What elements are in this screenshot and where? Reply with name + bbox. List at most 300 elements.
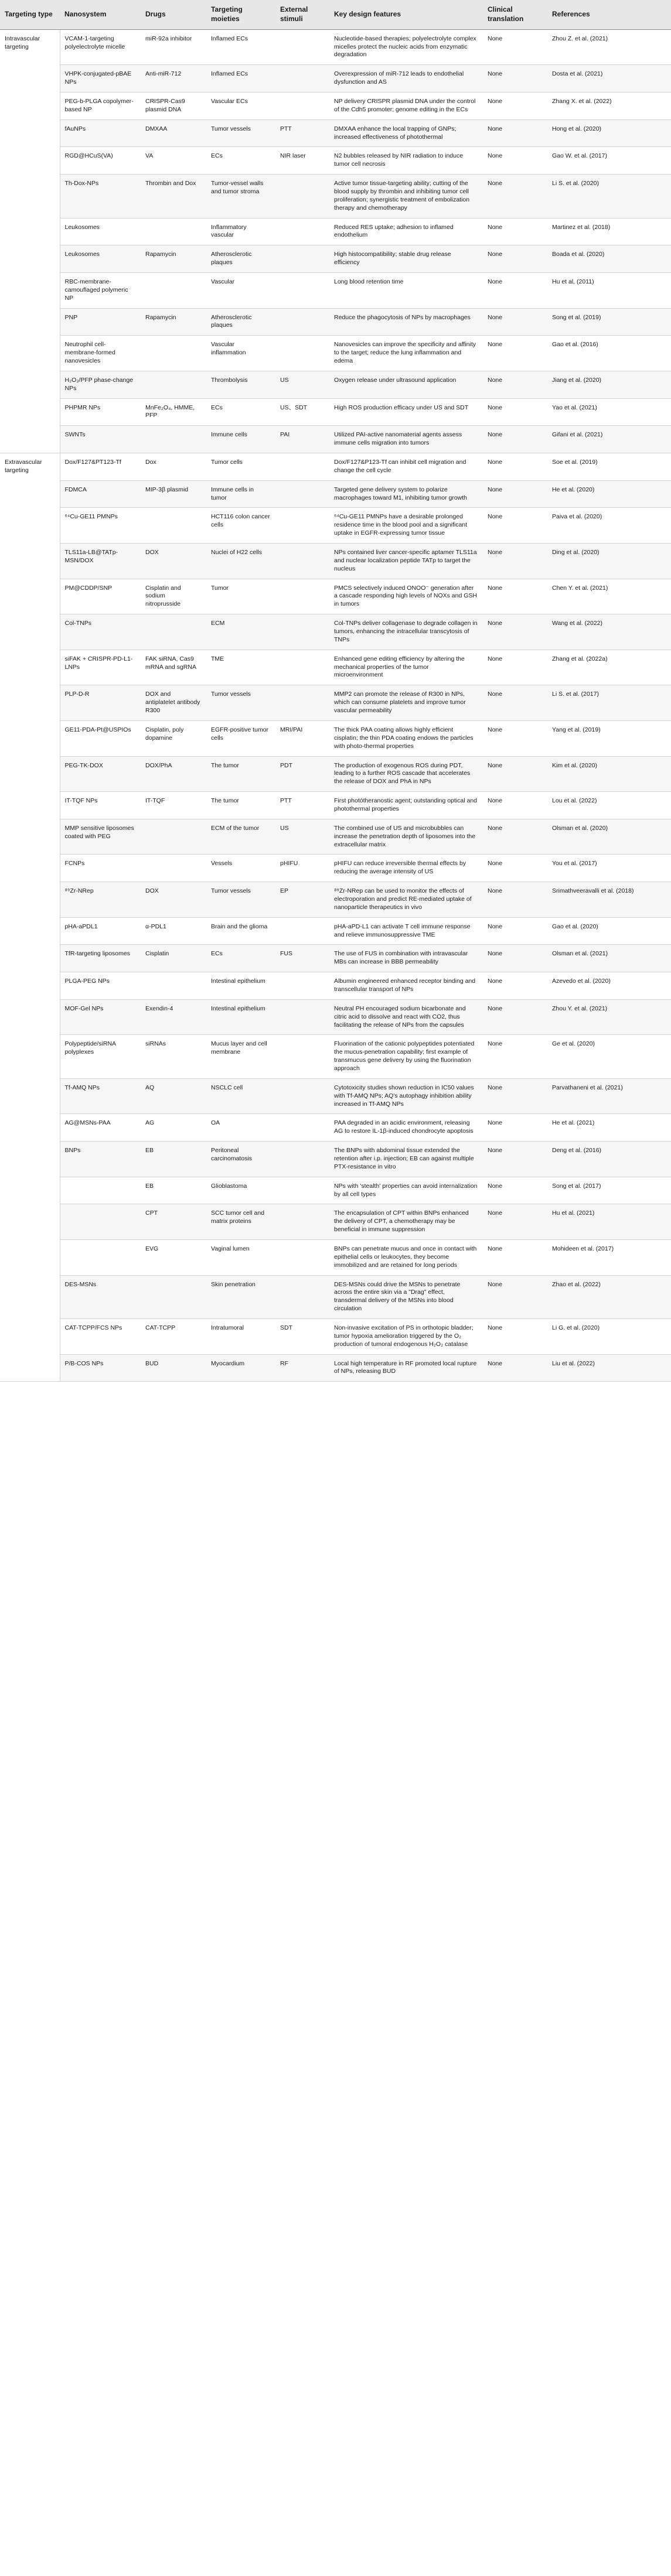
key-design-features-cell: ⁸⁹Zr-NRep can be used to monitor the effects of electroporation and predict RE-mediated uptake of nanoparticle therapeutics in vivo [329, 882, 483, 918]
key-design-features-cell: Enhanced gene editing efficiency by altering the mechanical properties of the tumor microenvironment [329, 650, 483, 685]
reference-cell: Hong et al. (2020) [547, 119, 671, 147]
external-stimuli-cell [275, 1142, 329, 1177]
reference-cell: Deng et al. (2016) [547, 1142, 671, 1177]
targeting-moieties-cell: NSCLC cell [206, 1078, 275, 1114]
nanosystem-cell: DES-MSNs [60, 1275, 141, 1318]
clinical-translation-cell: None [483, 398, 547, 426]
clinical-translation-cell: None [483, 119, 547, 147]
table-row [0, 579, 671, 614]
key-design-features-cell: Active tumor tissue-targeting ability; cutting of the blood supply by thrombin and inhibiting tumor cell proliferation; synergistic treatment of embolization therapy and chemotherapy [329, 175, 483, 218]
key-design-features-cell: Oxygen release under ultrasound application [329, 371, 483, 398]
drugs-cell [141, 508, 206, 544]
drugs-cell: miR-92a inhibitor [141, 29, 206, 65]
reference-cell: Chen Y. et al. (2021) [547, 579, 671, 614]
drugs-cell: siRNAs [141, 1035, 206, 1078]
drugs-cell [141, 336, 206, 371]
clinical-translation-cell: None [483, 999, 547, 1035]
table-row [0, 614, 671, 650]
external-stimuli-cell [275, 544, 329, 579]
external-stimuli-cell [275, 245, 329, 273]
nanosystem-cell: PEG-TK-DOX [60, 756, 141, 792]
reference-cell: Soe et al. (2019) [547, 453, 671, 481]
drugs-cell: DOX and antiplatelet antibody R300 [141, 685, 206, 721]
nanosystem-cell: AG@MSNs-PAA [60, 1114, 141, 1142]
clinical-translation-cell: None [483, 819, 547, 855]
drugs-cell [141, 1275, 206, 1318]
targeting-moieties-cell: Myocardium [206, 1354, 275, 1382]
nanosystem-cell: MMP sensitive liposomes coated with PEG [60, 819, 141, 855]
key-design-features-cell: Reduced RES uptake; adhesion to inflamed endothelium [329, 218, 483, 245]
reference-cell: Yao et al. (2021) [547, 398, 671, 426]
external-stimuli-cell: PDT [275, 756, 329, 792]
clinical-translation-cell: None [483, 544, 547, 579]
table-row [0, 147, 671, 175]
nanosystem-cell: PLP-D-R [60, 685, 141, 721]
clinical-translation-cell: None [483, 1114, 547, 1142]
drugs-cell [141, 855, 206, 882]
nanosystem-cell: GE11-PDA-Pt@USPIOs [60, 720, 141, 756]
drugs-cell: Anti-miR-712 [141, 65, 206, 93]
table-body [0, 29, 671, 1382]
key-design-features-cell: The production of exogenous ROS during PDT, leading to a further ROS cascade that accelerates the release of DOX and PhA in NPs [329, 756, 483, 792]
table-row [0, 819, 671, 855]
key-design-features-cell: High ROS production efficacy under US and SDT [329, 398, 483, 426]
reference-cell: Mohideen et al. (2017) [547, 1240, 671, 1276]
targeting-type-cell: Extravascular targeting [0, 453, 60, 1382]
external-stimuli-cell [275, 480, 329, 508]
key-design-features-cell: NPs with 'stealth' properties can avoid internalization by all cell types [329, 1177, 483, 1204]
reference-cell: Kim et al. (2020) [547, 756, 671, 792]
clinical-translation-cell: None [483, 308, 547, 336]
drugs-cell [141, 272, 206, 308]
key-design-features-cell: Targeted gene delivery system to polarize macrophages toward M1, inhibiting tumor growth [329, 480, 483, 508]
key-design-features-cell: Nanovesicles can improve the specificity and affinity to the target; reduce the lung inflammation and edema [329, 336, 483, 371]
nanosystem-cell: Tf-AMQ NPs [60, 1078, 141, 1114]
clinical-translation-cell: None [483, 371, 547, 398]
reference-cell: Zhang et al. (2022a) [547, 650, 671, 685]
targeting-moieties-cell: Peritoneal carcinomatosis [206, 1142, 275, 1177]
external-stimuli-cell [275, 336, 329, 371]
drugs-cell: Rapamycin [141, 308, 206, 336]
drugs-cell [141, 614, 206, 650]
key-design-features-cell: Local high temperature in RF promoted local rupture of NPs, releasing BUD [329, 1354, 483, 1382]
key-design-features-cell: NPs contained liver cancer-specific aptamer TLS11a and nuclear localization peptide TATp to target the nucleus [329, 544, 483, 579]
drugs-cell: EB [141, 1142, 206, 1177]
nanosystem-cell: RBC-membrane-camouflaged polymeric NP [60, 272, 141, 308]
targeting-moieties-cell: Atherosclerotic plaques [206, 308, 275, 336]
targeting-moieties-cell: Inflamed ECs [206, 29, 275, 65]
reference-cell: Li S. et al. (2020) [547, 175, 671, 218]
clinical-translation-cell: None [483, 945, 547, 972]
clinical-translation-cell: None [483, 147, 547, 175]
key-design-features-cell: pHIFU can reduce irreversible thermal effects by reducing the average intensity of US [329, 855, 483, 882]
clinical-translation-cell: None [483, 508, 547, 544]
nanosystem-cell: TLS11a-LB@TATp-MSN/DOX [60, 544, 141, 579]
drugs-cell: IT-TQF [141, 792, 206, 819]
targeting-moieties-cell: Vascular ECs [206, 92, 275, 119]
reference-cell: Hu et al. (2011) [547, 272, 671, 308]
table-row [0, 245, 671, 273]
reference-cell: Li S. et al. (2017) [547, 685, 671, 721]
external-stimuli-cell [275, 972, 329, 1000]
clinical-translation-cell: None [483, 480, 547, 508]
drugs-cell: DOX [141, 882, 206, 918]
clinical-translation-cell: None [483, 245, 547, 273]
reference-cell: Song et al. (2019) [547, 308, 671, 336]
table-row [0, 29, 671, 65]
clinical-translation-cell: None [483, 917, 547, 945]
clinical-translation-cell: None [483, 1142, 547, 1177]
key-design-features-cell: First photótheranostic agent; outstanding optical and photothermal properties [329, 792, 483, 819]
drugs-cell: CAT-TCPP [141, 1319, 206, 1355]
external-stimuli-cell [275, 1078, 329, 1114]
clinical-translation-cell: None [483, 65, 547, 93]
targeting-moieties-cell: The tumor [206, 792, 275, 819]
external-stimuli-cell: PTT [275, 119, 329, 147]
clinical-translation-cell: None [483, 336, 547, 371]
reference-cell: Gao et al. (2020) [547, 917, 671, 945]
table-row [0, 1354, 671, 1382]
clinical-translation-cell: None [483, 175, 547, 218]
reference-cell: Liu et al. (2022) [547, 1354, 671, 1382]
header-nanosystem: Nanosystem [60, 0, 141, 29]
nanosystem-cell: CAT-TCPP/FCS NPs [60, 1319, 141, 1355]
header-external-stimuli: External stimuli [275, 0, 329, 29]
reference-cell: He et al. (2020) [547, 480, 671, 508]
key-design-features-cell: BNPs can penetrate mucus and once in contact with epithelial cells or leukocytes, they become immobilized and are retained for long periods [329, 1240, 483, 1276]
drugs-cell: EB [141, 1177, 206, 1204]
table-row [0, 1035, 671, 1078]
external-stimuli-cell [275, 1240, 329, 1276]
key-design-features-cell: Overexpression of miR-712 leads to endothelial dysfunction and AS [329, 65, 483, 93]
external-stimuli-cell: PTT [275, 792, 329, 819]
reference-cell: Paiva et al. (2020) [547, 508, 671, 544]
nanosystem-cell: fAuNPs [60, 119, 141, 147]
reference-cell: Gao W. et al. (2017) [547, 147, 671, 175]
key-design-features-cell: ⁶⁴Cu-GE11 PMNPs have a desirable prolonged residence time in the blood pool and a significant uptake in EGFR-expressing tumor tissue [329, 508, 483, 544]
clinical-translation-cell: None [483, 579, 547, 614]
external-stimuli-cell: EP [275, 882, 329, 918]
drugs-cell: BUD [141, 1354, 206, 1382]
key-design-features-cell: pHA-aPD-L1 can activate T cell immune response and relieve immunosuppressive TME [329, 917, 483, 945]
nanosystem-cell: PNP [60, 308, 141, 336]
drugs-cell: Dox [141, 453, 206, 481]
external-stimuli-cell [275, 308, 329, 336]
drugs-cell [141, 972, 206, 1000]
reference-cell: Song et al. (2017) [547, 1177, 671, 1204]
nanosystem-cell: Polypeptide/siRNA polyplexes [60, 1035, 141, 1078]
key-design-features-cell: Albumin engineered enhanced receptor binding and transcellular transport of NPs [329, 972, 483, 1000]
targeting-moieties-cell: ECM of the tumor [206, 819, 275, 855]
table-row [0, 972, 671, 1000]
targeting-moieties-cell: Vascular inflammation [206, 336, 275, 371]
external-stimuli-cell: US [275, 371, 329, 398]
targeting-moieties-cell: Intestinal epithelium [206, 999, 275, 1035]
external-stimuli-cell [275, 1177, 329, 1204]
external-stimuli-cell [275, 1114, 329, 1142]
clinical-translation-cell: None [483, 218, 547, 245]
key-design-features-cell: MMP2 can promote the release of R300 in NPs, which can consume platelets and improve tumor vascular permeability [329, 685, 483, 721]
external-stimuli-cell [275, 685, 329, 721]
clinical-translation-cell: None [483, 720, 547, 756]
clinical-translation-cell: None [483, 685, 547, 721]
key-design-features-cell: DMXAA enhance the local trapping of GNPs; increased effectiveness of photothermal [329, 119, 483, 147]
external-stimuli-cell [275, 1204, 329, 1240]
drugs-cell: Thrombin and Dox [141, 175, 206, 218]
targeting-moieties-cell: Tumor-vessel walls and tumor stroma [206, 175, 275, 218]
table-row [0, 1142, 671, 1177]
nanosystem-cell [60, 1177, 141, 1204]
targeting-moieties-cell: TME [206, 650, 275, 685]
reference-cell: Lou et al. (2022) [547, 792, 671, 819]
reference-cell: Olsman et al. (2020) [547, 819, 671, 855]
nanosystem-cell: FCNPs [60, 855, 141, 882]
nanosystem-cell: VHPK-conjugated-pBAE NPs [60, 65, 141, 93]
external-stimuli-cell [275, 917, 329, 945]
clinical-translation-cell: None [483, 792, 547, 819]
table-row [0, 336, 671, 371]
external-stimuli-cell [275, 65, 329, 93]
table-row [0, 1114, 671, 1142]
reference-cell: Srimathveeravalli et al. (2018) [547, 882, 671, 918]
reference-cell: Hu et al. (2021) [547, 1204, 671, 1240]
external-stimuli-cell [275, 272, 329, 308]
header-row [0, 0, 671, 29]
header-references: References [547, 0, 671, 29]
reference-cell: Martinez et al. (2018) [547, 218, 671, 245]
key-design-features-cell: Col-TNPs deliver collagenase to degrade collagen in tumors, enhancing the intracellular transcytosis of TNPs [329, 614, 483, 650]
targeting-moieties-cell: Tumor vessels [206, 119, 275, 147]
drugs-cell: AQ [141, 1078, 206, 1114]
clinical-translation-cell: None [483, 1177, 547, 1204]
reference-cell: Dosta et al. (2021) [547, 65, 671, 93]
table-row [0, 65, 671, 93]
key-design-features-cell: Non-invasive excitation of PS in orthotopic bladder; tumor hypoxia amelioration triggered by the O₂ production of tumoral endogenous H₂O₂ catalase [329, 1319, 483, 1355]
reference-cell: He et al. (2021) [547, 1114, 671, 1142]
key-design-features-cell: Utilized PAI-active nanomaterial agents assess immune cells migration into tumors [329, 426, 483, 453]
clinical-translation-cell: None [483, 1035, 547, 1078]
table-row [0, 398, 671, 426]
table-row [0, 685, 671, 721]
drugs-cell: Cisplatin and sodium nitroprusside [141, 579, 206, 614]
external-stimuli-cell: MRI/PAI [275, 720, 329, 756]
reference-cell: Zhou Y. et al. (2021) [547, 999, 671, 1035]
table-row [0, 92, 671, 119]
table-row [0, 508, 671, 544]
key-design-features-cell: PMCS selectively induced ONOO⁻ generation after a cascade responding high levels of NOXs and GSH in tumors [329, 579, 483, 614]
table-row [0, 882, 671, 918]
key-design-features-cell: The combined use of US and microbubbles can increase the penetration depth of liposomes into the extracellular matrix [329, 819, 483, 855]
table-row [0, 218, 671, 245]
clinical-translation-cell: None [483, 1275, 547, 1318]
drugs-cell: Cisplatin [141, 945, 206, 972]
key-design-features-cell: N2 bubbles released by NIR radiation to induce tumor cell necrosis [329, 147, 483, 175]
key-design-features-cell: The encapsulation of CPT within BNPs enhanced the delivery of CPT, a chemotherapy may be beneficial in immune suppression [329, 1204, 483, 1240]
reference-cell: Olsman et al. (2021) [547, 945, 671, 972]
table-row [0, 308, 671, 336]
nanosystem-cell: RGD@HCuS(VA) [60, 147, 141, 175]
clinical-translation-cell: None [483, 855, 547, 882]
table-row [0, 1240, 671, 1276]
nanosystem-cell: BNPs [60, 1142, 141, 1177]
drugs-cell: Rapamycin [141, 245, 206, 273]
drugs-cell: DOX/PhA [141, 756, 206, 792]
key-design-features-cell: Neutral PH encouraged sodium bicarbonate and citric acid to dissolve and react with CO2, thus facilitating the release of NPs from the capsules [329, 999, 483, 1035]
reference-cell: You et al. (2017) [547, 855, 671, 882]
nanosystem-cell: Leukosomes [60, 218, 141, 245]
external-stimuli-cell [275, 1275, 329, 1318]
table-row [0, 371, 671, 398]
targeting-moieties-cell: Tumor vessels [206, 882, 275, 918]
nanosystem-cell: H₂O₂/PFP phase-change NPs [60, 371, 141, 398]
drugs-cell [141, 819, 206, 855]
reference-cell: Gao et al. (2016) [547, 336, 671, 371]
key-design-features-cell: Dox/F127&P123-Tf can inhibit cell migration and change the cell cycle [329, 453, 483, 481]
targeting-moieties-cell: Tumor vessels [206, 685, 275, 721]
clinical-translation-cell: None [483, 1354, 547, 1382]
nanosystem-cell [60, 1204, 141, 1240]
targeting-moieties-cell: Tumor [206, 579, 275, 614]
targeting-moieties-cell: Tumor cells [206, 453, 275, 481]
drugs-cell: MIP-3β plasmid [141, 480, 206, 508]
external-stimuli-cell: PAI [275, 426, 329, 453]
table-row [0, 480, 671, 508]
clinical-translation-cell: None [483, 650, 547, 685]
reference-cell: Boada et al. (2020) [547, 245, 671, 273]
drugs-cell: Exendin-4 [141, 999, 206, 1035]
reference-cell: Wang et al. (2022) [547, 614, 671, 650]
clinical-translation-cell: None [483, 1078, 547, 1114]
clinical-translation-cell: None [483, 614, 547, 650]
nanosystem-cell: PEG-b-PLGA copolymer-based NP [60, 92, 141, 119]
nanosystem-cell: MOF-Gel NPs [60, 999, 141, 1035]
table-row [0, 756, 671, 792]
key-design-features-cell: Cytotoxicity studies shown reduction in IC50 values with Tf-AMQ NPs; AQ's autophagy inhibition ability increased in Tf-AMQ NPs [329, 1078, 483, 1114]
targeting-moieties-cell: The tumor [206, 756, 275, 792]
key-design-features-cell: Nucleotide-based therapies; polyelectrolyte complex micelles protect the nucleic acids from enzymatic degradation [329, 29, 483, 65]
external-stimuli-cell [275, 218, 329, 245]
external-stimuli-cell: SDT [275, 1319, 329, 1355]
targeting-moieties-cell: Thrombolysis [206, 371, 275, 398]
nanosystem-cell: VCAM-1-targeting polyelectrolyte micelle [60, 29, 141, 65]
key-design-features-cell: High histocompatibility; stable drug release efficiency [329, 245, 483, 273]
external-stimuli-cell [275, 92, 329, 119]
external-stimuli-cell: US [275, 819, 329, 855]
nanosystem-cell: pHA-aPDL1 [60, 917, 141, 945]
external-stimuli-cell [275, 1035, 329, 1078]
clinical-translation-cell: None [483, 1240, 547, 1276]
external-stimuli-cell: RF [275, 1354, 329, 1382]
nanosystem-cell: ⁸⁹Zr-NRep [60, 882, 141, 918]
nanosystem-cell: IT-TQF NPs [60, 792, 141, 819]
clinical-translation-cell: None [483, 1204, 547, 1240]
targeting-moieties-cell: EGFR-positive tumor cells [206, 720, 275, 756]
external-stimuli-cell [275, 453, 329, 481]
header-targeting-type: Targeting type [0, 0, 60, 29]
key-design-features-cell: PAA degraded in an acidic environment, releasing AG to restore IL-1β-induced chondrocyte apoptosis [329, 1114, 483, 1142]
table-row [0, 1078, 671, 1114]
drugs-cell: MnFe₂O₄, HMME, PFP [141, 398, 206, 426]
external-stimuli-cell [275, 650, 329, 685]
drugs-cell: EVG [141, 1240, 206, 1276]
external-stimuli-cell [275, 508, 329, 544]
nanosystem-cell: PLGA-PEG NPs [60, 972, 141, 1000]
drugs-cell [141, 426, 206, 453]
drugs-cell: Cisplatin, poly dopamine [141, 720, 206, 756]
table-row [0, 426, 671, 453]
external-stimuli-cell [275, 614, 329, 650]
reference-cell: Li G. et al. (2020) [547, 1319, 671, 1355]
nanosystem-cell: PM@CDDP/SNP [60, 579, 141, 614]
external-stimuli-cell [275, 29, 329, 65]
clinical-translation-cell: None [483, 756, 547, 792]
external-stimuli-cell: pHIFU [275, 855, 329, 882]
key-design-features-cell: NP delivery CRISPR plasmid DNA under the control of the Cdh5 promoter; genome editing in the ECs [329, 92, 483, 119]
targeting-moieties-cell: Mucus layer and cell membrane [206, 1035, 275, 1078]
table-row [0, 999, 671, 1035]
targeting-moieties-cell: ECs [206, 398, 275, 426]
key-design-features-cell: Reduce the phagocytosis of NPs by macrophages [329, 308, 483, 336]
targeting-type-cell: Intravascular targeting [0, 29, 60, 453]
reference-cell: Ge et al. (2020) [547, 1035, 671, 1078]
drugs-cell: α-PDL1 [141, 917, 206, 945]
targeting-moieties-cell: ECM [206, 614, 275, 650]
header-drugs: Drugs [141, 0, 206, 29]
drugs-cell: AG [141, 1114, 206, 1142]
header-targeting-moieties: Targeting moieties [206, 0, 275, 29]
targeting-moieties-cell: Immune cells [206, 426, 275, 453]
table-row [0, 650, 671, 685]
table-row [0, 1177, 671, 1204]
key-design-features-cell: Long blood retention time [329, 272, 483, 308]
reference-cell: Zhao et al. (2022) [547, 1275, 671, 1318]
nanosystem-cell: FDMCA [60, 480, 141, 508]
targeting-moieties-cell: Atherosclerotic plaques [206, 245, 275, 273]
table-row [0, 792, 671, 819]
key-design-features-cell: The thick PAA coating allows highly efficient cisplatin; the thin PDA coating endows the particles with photo-thermal properties [329, 720, 483, 756]
targeting-moieties-cell: Inflamed ECs [206, 65, 275, 93]
nanosystem-cell: P/B-COS NPs [60, 1354, 141, 1382]
reference-cell: Yang et al. (2019) [547, 720, 671, 756]
key-design-features-cell: DES-MSNs could drive the MSNs to penetrate across the entire skin via a "Drag" effect, transdermal delivery of the MSNs into blood circulation [329, 1275, 483, 1318]
targeting-moieties-cell: Glioblastoma [206, 1177, 275, 1204]
external-stimuli-cell: FUS [275, 945, 329, 972]
nanosystem-cell: PHPMR NPs [60, 398, 141, 426]
clinical-translation-cell: None [483, 29, 547, 65]
reference-cell: Zhou Z. et al. (2021) [547, 29, 671, 65]
targeting-moieties-cell: Vessels [206, 855, 275, 882]
nanosystem-cell: Dox/F127&PT123-Tf [60, 453, 141, 481]
nanosystem-cell: siFAK + CRISPR-PD-L1-LNPs [60, 650, 141, 685]
nanosystem-cell: Neutrophil cell-membrane-formed nanovesicles [60, 336, 141, 371]
targeting-moieties-cell: Skin penetration [206, 1275, 275, 1318]
external-stimuli-cell [275, 175, 329, 218]
targeting-moieties-cell: Immune cells in tumor [206, 480, 275, 508]
table-row [0, 1204, 671, 1240]
table-row [0, 119, 671, 147]
targeting-moieties-cell: OA [206, 1114, 275, 1142]
targeting-moieties-cell: Vaginal lumen [206, 1240, 275, 1276]
nanosystem-cell: Col-TNPs [60, 614, 141, 650]
targeting-moieties-cell: Vascular [206, 272, 275, 308]
table-row [0, 272, 671, 308]
external-stimuli-cell [275, 999, 329, 1035]
table-row [0, 720, 671, 756]
targeting-moieties-cell: ECs [206, 945, 275, 972]
clinical-translation-cell: None [483, 972, 547, 1000]
nanosystem-cell [60, 1240, 141, 1276]
reference-cell: Parvathaneni et al. (2021) [547, 1078, 671, 1114]
